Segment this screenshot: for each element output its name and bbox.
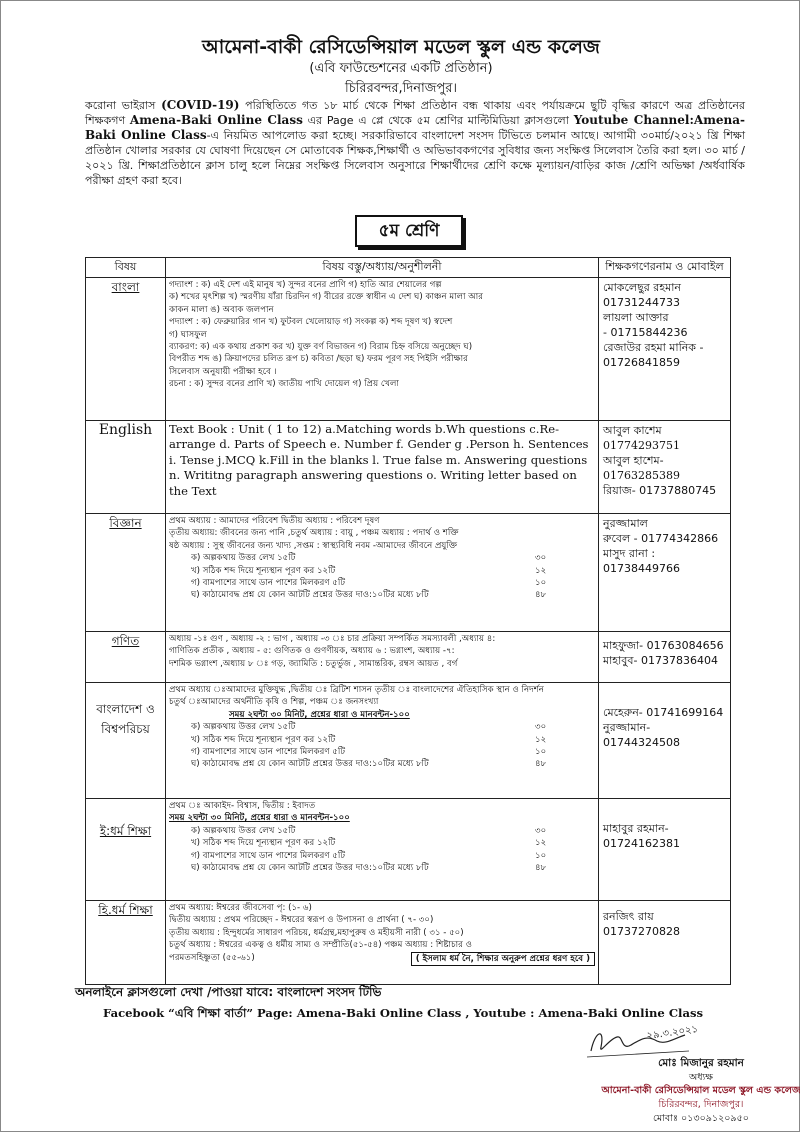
content-hindu [166, 901, 599, 985]
foundation-line: (এবি ফাউন্ডেশনের একটি প্রতিষ্ঠান) [309, 61, 493, 76]
teacher-line: রিয়াজ- 01737880745 [603, 484, 717, 497]
question-text: ঘ) কাঠামোবদ্ধ প্রশ্ন যে কোন আটটি প্রশ্নের উত্তর দাও:১০টির মধ্যে ৮টি [191, 590, 429, 601]
teacher-line: লায়লা আক্তার [603, 311, 669, 324]
subject-label: বাংলা [111, 280, 140, 294]
teacher-line: - 01715844236 [603, 326, 688, 339]
content-line: প্রথম অধ্যায় : আমাদের পরিবেশ দ্বিতীয় অধ্যায় : পরিবেশ দূষণ [169, 516, 380, 526]
content-line: দ্বিতীয় অধ্যায় : প্রথম পরিচ্ছেদ - ঈশ্বরের স্বরূপ ও উপাসনা ও প্রার্থনা ( ৭- ৩০) [169, 915, 434, 926]
question-text: গ) বামপাশের সাথে ডান পাশের মিলকরণ ৫টি [191, 578, 346, 589]
question-row [169, 565, 595, 577]
question-marks: ১০ [535, 578, 547, 589]
question-marks: ১২ [535, 565, 547, 576]
teachers-islam [599, 799, 731, 901]
teacher-line: রনজিৎ রায় [603, 910, 654, 923]
footer-social-line: Facebook “এবি শিক্ষা বার্তা” Page: Amena-Baki Online Class , Youtube : Amena-Baki Online Class [103, 1006, 704, 1020]
intro-covid: (COVID-19) [161, 98, 240, 112]
question-text: ঘ) কাঠামোবদ্ধ প্রশ্ন যে কোন আটটি প্রশ্নের উত্তর দাও:১০টির মধ্যে ৮টি [191, 759, 429, 770]
header-teacher: শিক্ষকগণেরনাম ও মোবাইল [599, 258, 731, 278]
subject-bgs [86, 683, 166, 799]
teacher-line: 01737270828 [603, 925, 680, 938]
question-text: খ) সঠিক শব্দ দিয়ে শূন্যস্থান পূরণ কর ১২টি [191, 838, 336, 849]
question-row [169, 850, 595, 862]
intro-online-class: Amena-Baki Online Class [129, 113, 303, 127]
teacher-line: মোকলেছুর রহমান [603, 281, 681, 294]
content-line: দশমিক ভগ্নাংশ ,অধ্যায় ৮ ঃ গড়, জ্যামিতি : চতুর্ভুজ , সামান্তরিক, রম্বস আয়ত , বর্গ [169, 658, 458, 669]
content-text: পরমতসহিষ্ণুতা (৫৫-৬১) [169, 952, 255, 963]
table-header-row [86, 258, 731, 278]
exam-time-line: সময় ২ঘন্টা ৩০ মিনিট, প্রশ্নের ধারা ও মানবন্টন-১০০ [169, 813, 350, 824]
exam-time-line: সময় ২ঘন্টা ৩০ মিনিট, প্রশ্নের ধারা ও মানবন্টন-১০০ [229, 709, 410, 720]
content-line: রচনা : ক) সুন্দর বনের প্রাণি খ) জাতীয় পাখি দোয়েল গ) প্রিয় খেলা [169, 379, 399, 390]
content-math [166, 632, 599, 683]
question-marks: ৪৮ [535, 590, 547, 601]
school-name: আমেনা-বাকী রেসিডেন্সিয়াল মডেল স্কুল এন্ড কলেজ [202, 36, 600, 58]
table-row [86, 632, 731, 683]
teacher-line: 01774293751 [603, 439, 680, 452]
teacher-line: রেজাউর রহমা মানিক - [603, 341, 704, 354]
teacher-line: নুরজ্জামাল [603, 517, 648, 530]
intro-text-4: -এ নিয়মিত আপলোড করা হচ্ছে। সরকারিভাবে বাংলাদেশ সংসদ টিভিতে চলমান আছে। আগামী ৩০মার্চ/২০২১ খ্রি শিক্ষা প্রতিষ্ঠান খোলার সরকার যে ঘোষণা দিয়েছেন সে মোতাবেক শিক্ষক,শিক্ষার্থী ও অভিভাবকগণের সুবিধার জন্য সংক্ষিপ্ত সিলেবাস তৈরি করা হল। ৩০ মার্চ /২০২১ খ্রি. শিক্ষাপ্রতিষ্ঠানে ক্লাস চালু হলে নিম্নের সংক্ষিপ্ত সিলেবাস অনুসারে শিক্ষার্থীদের শ্রেণি কক্ষে মূল্যায়ন/বাড়ির কাজ /শ্রেণি অভিক্ষা /অর্ধবার্ষিক পরীক্ষা গ্রহণ করা হবে। [85, 129, 746, 187]
teacher-line: মেহেরুন- 01741699164 [603, 706, 724, 719]
content-line [169, 952, 595, 966]
content-line: ব্যাকরণ: ক) এক কথায় প্রকাশ কর খ) যুক্ত বর্ণ বিভাজন গ) বিরাম চিহ্ন বসিয়ে অনুচ্ছেদ ঘ) [169, 342, 473, 353]
signatory-mobile: মোবাঃ ০১৩০৯১২০৯৫০ [653, 1113, 749, 1124]
content-line: তৃতীয় অধ্যায়: জীবনের জন্য পানি ,চতুর্থ অধ্যায় : বায়ু , পঞ্চম অধ্যায় : পদার্থ ও শক্তি [169, 528, 459, 539]
question-marks: ৪৮ [535, 759, 547, 770]
subject-hindu [86, 901, 166, 985]
intro-text-1: করোনা ভাইরাস [85, 99, 156, 112]
content-line: চতুর্থ অধ্যায় : ঈশ্বরের একত্ব ও ধর্মীয় সাম্য ও সম্প্রীতি(৫১-৫৪) পঞ্চম অধ্যায় : শিষ্টাচার ও [169, 940, 472, 951]
address-line: চিরিরবন্দর,দিনাজপুর। [344, 81, 458, 96]
teacher-line: রুবেল - 01774342866 [603, 532, 719, 545]
signatory-address: চিরিরবন্দর, দিনাজপুর। [658, 1099, 744, 1110]
question-row [169, 721, 595, 733]
question-marks: ১০ [535, 747, 547, 758]
question-marks: ১২ [535, 734, 547, 745]
question-row [169, 758, 595, 770]
signatory-title: অধ্যক্ষ [688, 1072, 713, 1083]
teacher-line: মাহফুজা- 01763084656 [603, 639, 724, 652]
content-line: বিপরীত শব্দ ঙ) ক্রিয়াপদের চলিত রূপ চ) কবিতা /ছড়া ছ) ফরম পূরণ সহ পিইসি পরীক্ষার [169, 354, 468, 365]
content-line: ষষ্ঠ অধ্যায় : সুস্থ জীবনের জন্য খাদ্য ,সপ্তম : স্বাস্থ্যবিধি নবম -আমাদের জীবনে প্রযুক্তি [169, 540, 458, 551]
question-marks: ১০ [535, 850, 547, 861]
question-row [169, 589, 595, 601]
header-content: বিষয় বস্তু/অধ্যায়/অনুশীলনী [166, 258, 599, 278]
subject-english: English [86, 421, 166, 514]
subject-label: বিজ্ঞান [109, 516, 142, 530]
subject-label: গণিত [111, 634, 140, 648]
question-row [169, 577, 595, 589]
teachers-math [599, 632, 731, 683]
question-marks: ৪৮ [535, 863, 547, 874]
table-row [86, 683, 731, 799]
content-line: গ) ঘাসফুল [169, 329, 207, 340]
teachers-science [599, 514, 731, 632]
question-marks: ৩০ [535, 553, 547, 564]
question-row [169, 552, 595, 564]
teachers-bgs [599, 683, 731, 799]
syllabus-table [85, 257, 731, 985]
teacher-line: নুরজ্জামান- 01744324508 [603, 721, 680, 749]
subject-science [86, 514, 166, 632]
content-line: গাণিতিক প্রতীক , অধ্যায় - ৫: গুণিতক ও গুণণীয়ক, অধ্যায় ৬ : ভগ্নাংশ, অধ্যায় -৭: [169, 646, 455, 657]
content-science [166, 514, 599, 632]
content-line: অধ্যায় -১ঃ গুণ , অধ্যায় -২ : ভাগ , অধ্যায় -৩ ঃ চার প্রক্রিয়া সম্পর্কিত সমস্যাবলী ,অধ্যায় ৪: [169, 634, 496, 644]
question-text: খ) সঠিক শব্দ দিয়ে শূন্যস্থান পূরণ কর ১২টি [191, 734, 336, 745]
question-row [169, 837, 595, 849]
subject-label: বিশ্বপরিচয় [101, 722, 150, 736]
content-english [166, 421, 599, 514]
question-text: গ) বামপাশের সাথে ডান পাশের মিলকরণ ৫টি [191, 850, 346, 861]
teacher-line: আবুল হাশেম- [603, 454, 664, 467]
table-row [86, 278, 731, 421]
question-row [169, 734, 595, 746]
content-bgs [166, 683, 599, 799]
subject-label: বাংলাদেশ ও [96, 702, 155, 716]
subject-bangla [86, 278, 166, 421]
teacher-line: আবুল কাশেম [603, 424, 662, 437]
content-line: ক) শখের মৃৎশিল্প খ) স্মরণীয় যাঁরা চিরদিন গ) বীরের রক্তে স্বাধীন এ দেশ ঘ) কাঞ্চন মালা আর [169, 292, 483, 303]
intro-text-2: পরিস্থিতিতে গত ১৮ মার্চ থেকে শিক্ষা প্রতিষ্ঠান বন্ধ থাকায় এবং পর্যায়ক্রমে ছুটি বৃদ্ধির কারণে অত্র প্রতিষ্ঠানের শিক্ষকগণ [85, 99, 746, 127]
teacher-line: মাসুদ রানা : [603, 547, 656, 560]
question-marks: ১২ [535, 838, 547, 849]
header-subject: বিষয় [86, 258, 166, 278]
subject-islam [86, 799, 166, 901]
subject-label: ই:ধর্ম শিক্ষা [99, 824, 152, 838]
question-row [169, 746, 595, 758]
table-row [86, 514, 731, 632]
content-line: কাকন মালা ঙ) অবাক জলপান [169, 304, 274, 315]
question-text: ক) অল্পকথায় উত্তর লেখ ১৫টি [191, 825, 296, 836]
teachers-bangla [599, 278, 731, 421]
question-text: ক) অল্পকথায় উত্তর লেখ ১৫টি [191, 722, 296, 733]
footer-tv-line: অনলাইনে ক্লাসগুলো দেখা /পাওয়া যাবে: বাংলাদেশ সংসদ টিভি [75, 985, 382, 999]
signature-date: ২৯.৩.২০২১ [645, 1023, 699, 1042]
teacher-line: 01731244733 [603, 296, 680, 309]
class-label-box: ৫ম শ্রেণি [355, 215, 463, 247]
table-row [86, 901, 731, 985]
teacher-line: 01724162381 [603, 837, 680, 850]
question-text: গ) বামপাশের সাথে ডান পাশের মিলকরণ ৫টি [191, 747, 346, 758]
question-text: ক) অল্পকথায় উত্তর লেখ ১৫টি [191, 553, 296, 564]
content-line: সিলেবাস অনুযায়ী পরীক্ষা হবে । [169, 366, 277, 377]
content-line: Text Book : Unit ( 1 to 12) a.Matching words b.Wh questions c.Re-arrange d. Parts of Speech e. Number f. Gender g .Person h. Sentences i. Tense j.MCQ k.Fill in the blanks l. True false m. Answering questions n. Writitng paragraph answering questions o. Writing letter based on the Text [169, 422, 589, 498]
intro-text-3: এর Page এ প্লে থেকে ৫ম শ্রেণির মাল্টিমিডিয়া ক্লাসগুলো [307, 114, 569, 127]
content-line: প্রথম অধ্যায়: ঈশ্বরের জীবসেবা পৃ: (১- ৬) [169, 903, 312, 913]
teacher-line: 01738449766 [603, 562, 680, 575]
teachers-english [599, 421, 731, 514]
teacher-line: মাহাবুর রহমান- [603, 822, 669, 835]
question-marks: ৩০ [535, 722, 547, 733]
question-marks: ৩০ [535, 825, 547, 836]
intro-youtube: Youtube Channel:Amena-Baki Online Class [85, 113, 746, 142]
content-line: তৃতীয় অধ্যায় : হিন্দুধর্মের সাধারণ পরিচয়, ধর্মগ্রন্থ,মহাপুরুষ ও মহীয়সী নারী ( ৩১ - ৫০) [169, 927, 464, 938]
content-line: চতুর্থ ঃআমাদের অর্থনীতি কৃষি ও শিল্প, পঞ্চম ঃ জনসংখ্যা [169, 697, 379, 708]
teachers-hindu [599, 901, 731, 985]
subject-math [86, 632, 166, 683]
question-row [169, 825, 595, 837]
hindu-note: ( ইসলাম ধর্ম নৈ, শিক্ষার অনুরুপ প্রশ্নের ধরণ হবে ) [411, 952, 595, 966]
subject-label: হি.ধর্ম শিক্ষা [98, 903, 153, 917]
content-bangla [166, 278, 599, 421]
teacher-line: 01763285389 [603, 469, 680, 482]
intro-paragraph [85, 98, 745, 188]
signatory-school: আমেনা-বাকী রেসিডেন্সিয়াল মডেল স্কুল এন্ড কলেজ [601, 1085, 800, 1096]
content-islam [166, 799, 599, 901]
content-line: পদ্যাংশ : ক) ফেব্রুয়ারির গান খ) ফুটবল খেলোয়াড় গ) সংকল্প ক) শব্দ দূষণ খ) স্বদেশ [169, 317, 453, 328]
signatory-name: মোঃ মিজানুর রহমান [658, 1057, 744, 1069]
content-line: প্রথম অধ্যায় ঃআমাদের মুক্তিযুদ্ধ ,দ্বিতীয় ঃ ব্রিটিশ শাসন তৃতীয় ঃ বাংলাদেশের ঐতিহাসিক স্থান ও নিদর্শন [169, 685, 544, 695]
question-text: খ) সঠিক শব্দ দিয়ে শূন্যস্থান পূরণ কর ১২টি [191, 565, 336, 576]
question-text: ঘ) কাঠামোবদ্ধ প্রশ্ন যে কোন আটটি প্রশ্নের উত্তর দাও:১০টির মধ্যে ৮টি [191, 863, 429, 874]
content-line: প্রথম ঃ আকাইদ- বিশ্বাস, দ্বিতীয় : ইবাদত [169, 801, 316, 811]
teacher-line: মাহাবুব- 01737836404 [603, 654, 718, 667]
table-row [86, 799, 731, 901]
content-line: গদ্যাংশ : ক) এই দেশ এই মানুষ খ) সুন্দর বনের প্রাণি গ) হাতি আর শেয়ালের গল্প [169, 280, 442, 290]
teacher-line: 01726841859 [603, 356, 680, 369]
question-row [169, 862, 595, 874]
table-row [86, 421, 731, 514]
